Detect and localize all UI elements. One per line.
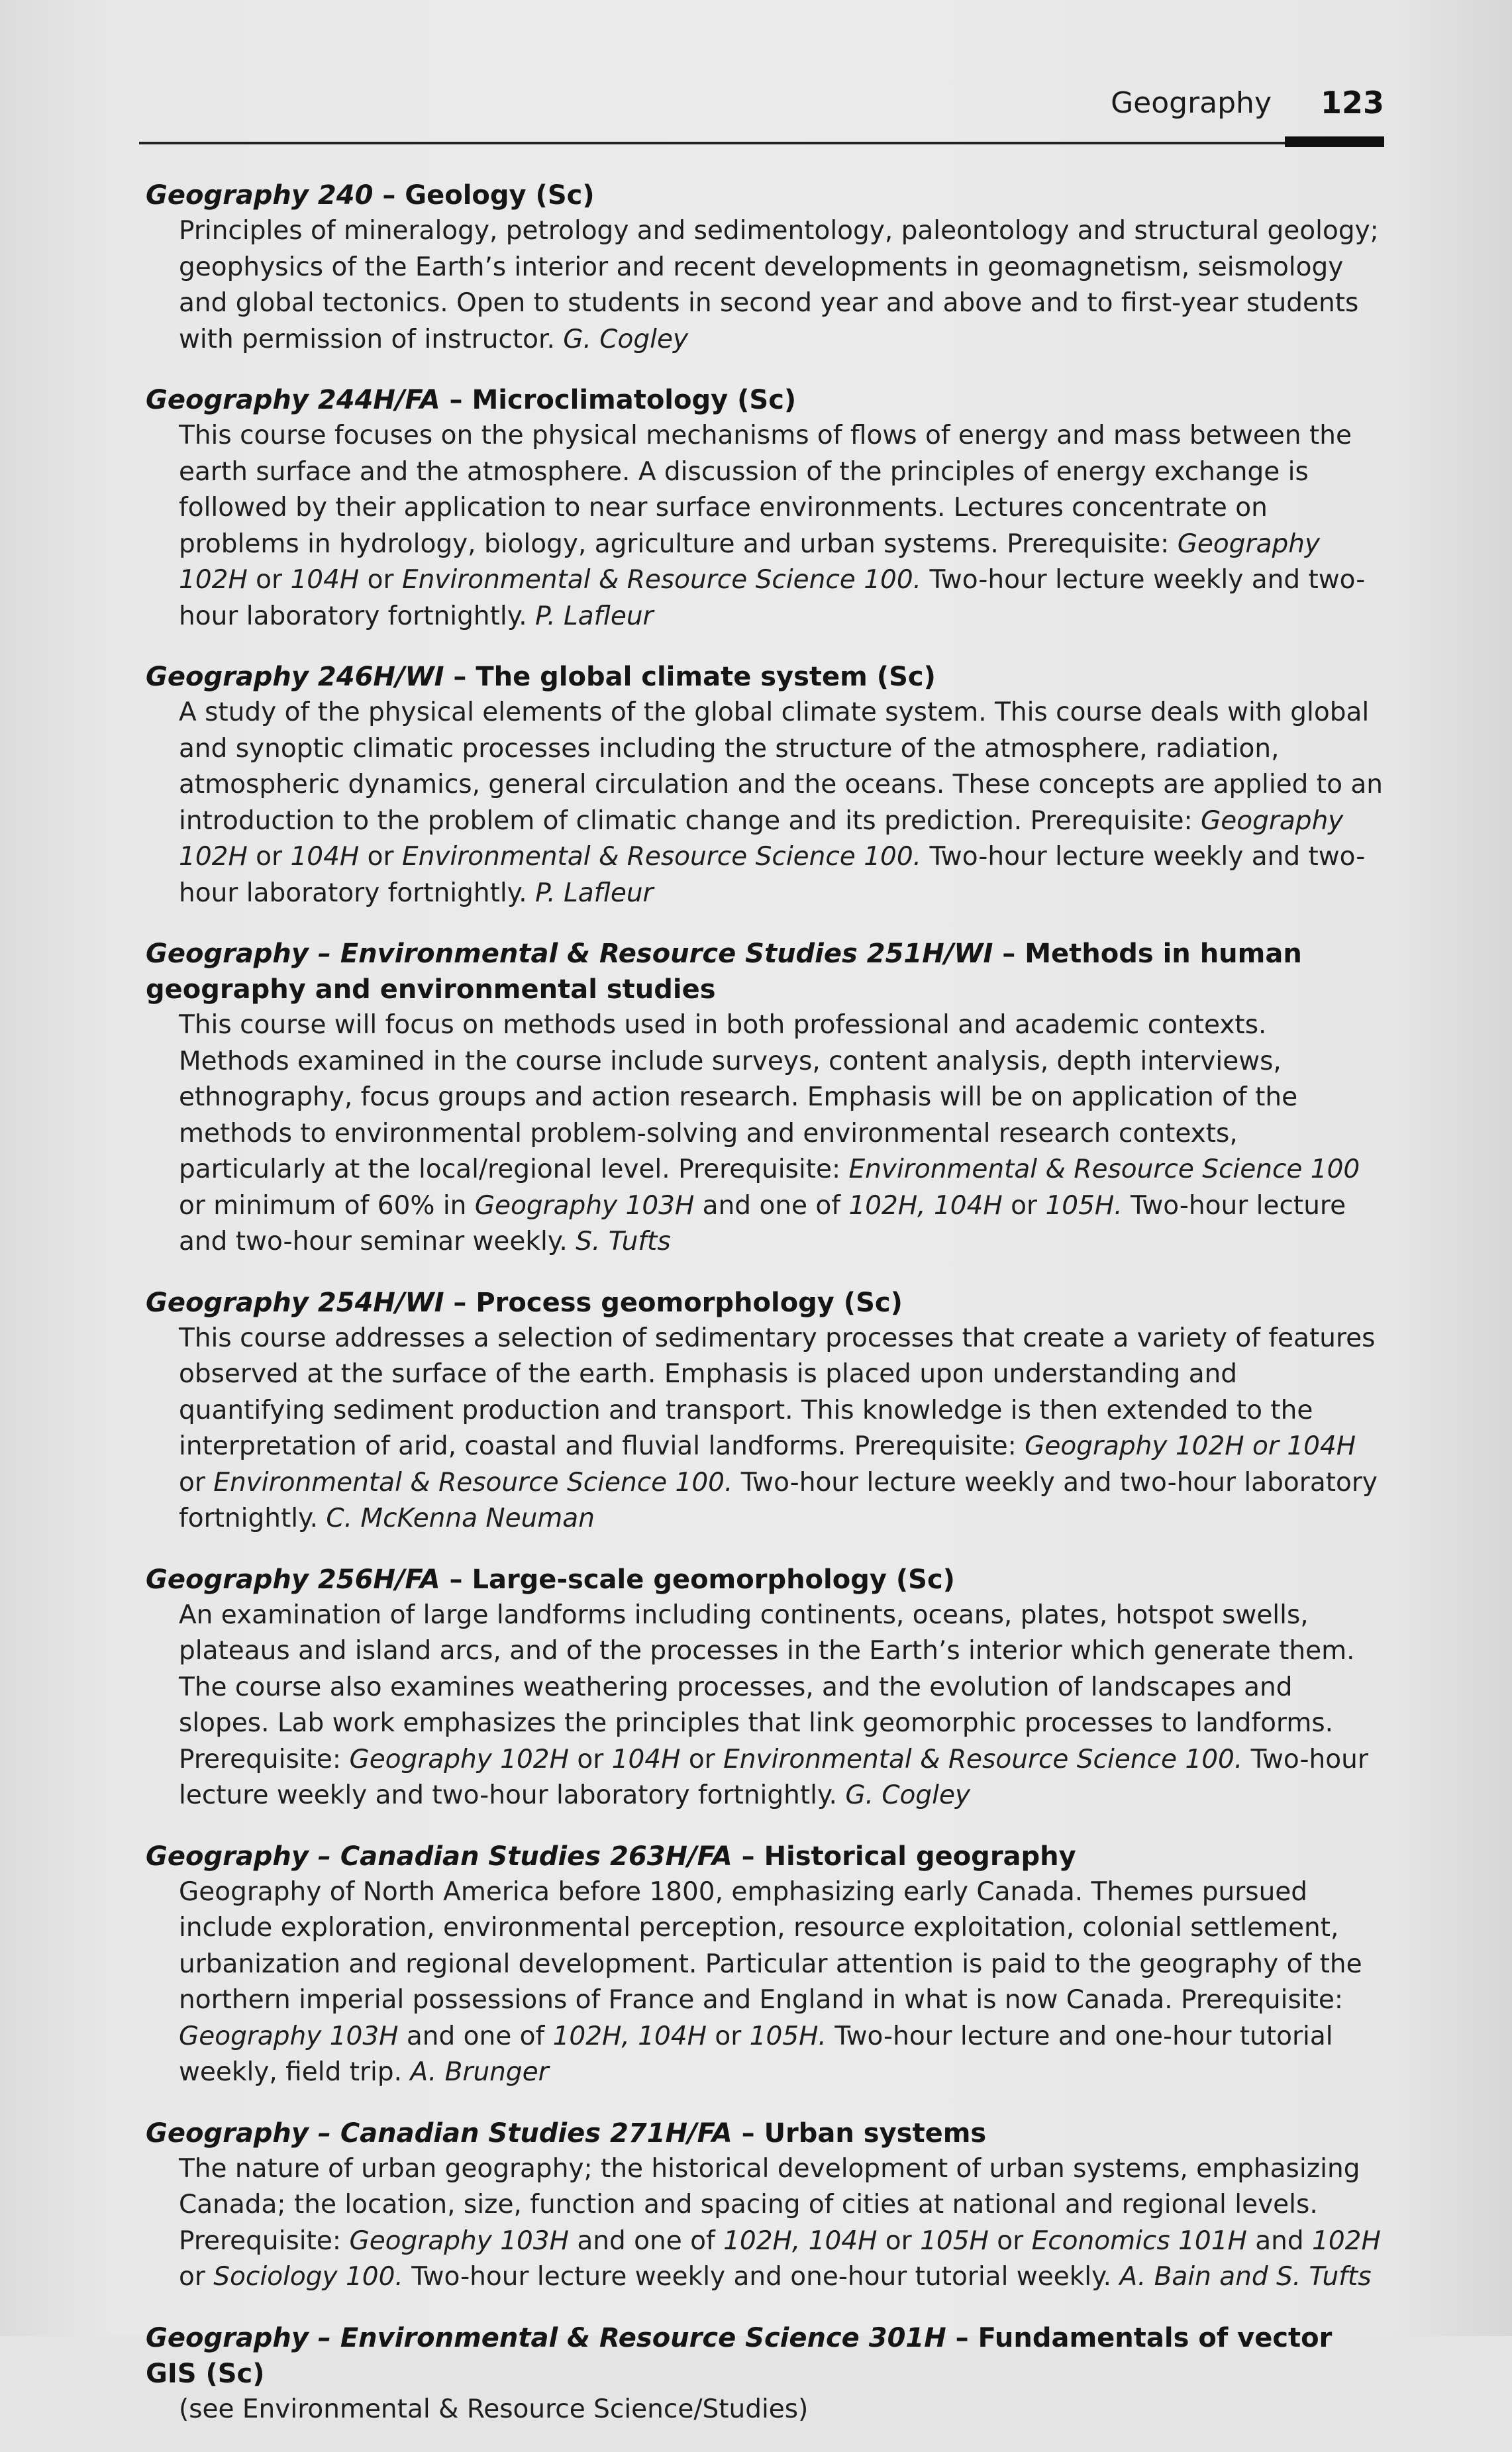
description-italic-segment: Environmental & Resource Science 100. [401,842,922,872]
description-italic-segment: 102H [1312,2225,1381,2256]
course-name: Historical geography [764,1841,1076,1872]
course-code: Geography – Environmental & Resource Studies 251H/WI [146,939,993,969]
description-segment: Two-hour lecture weekly and two-hour laboratory fortnightly. [179,565,1366,631]
description-italic-segment: Geography 102H [349,1744,569,1774]
description-segment: An examination of large landforms including continents, oceans, plates, hotspot swells, plateaus and island arcs, and of the processes in the Earth’s interior which generate them. The course also examines weathering processes, and the evolution of landscapes and slopes. Lab work emphasizes the principles that link geomorphic processes to landforms. Prerequisite: [179,1600,1355,1774]
header-rule [139,142,1384,144]
description-italic-segment: S. Tufts [576,1227,671,1256]
description-segment: and one of [694,1190,849,1221]
description-italic-segment: Economics 101H [1031,2225,1247,2256]
course-title [139,178,1384,213]
description-italic-segment: C. McKenna Neuman [326,1504,595,1533]
description-segment: Two-hour lecture and two-hour seminar weekly. [179,1190,1346,1256]
description-segment: Two-hour lecture weekly and two-hour laboratory fortnightly. [179,1744,1368,1810]
description-italic-segment: 102H, 104H [552,2021,707,2051]
course-description [139,1007,1384,1260]
description-italic-segment: Geography 102H or 104H [1025,1431,1356,1461]
description-italic-segment: G. Cogley [845,1780,971,1810]
course-entry [139,1562,1384,1814]
title-separator: – [440,1564,472,1595]
description-segment: Principles of mineralogy, petrology and sedimentology, paleontology and structural geology; geophysics of the Earth’s interior and recent developments in geomagnetism, seismology and global tectonics. Open to students in second year and above and to first-year students with permission of instructor. [179,216,1379,354]
description-italic-segment: Geography 102H [179,529,1321,595]
description-segment: This course focuses on the physical mechanisms of flows of energy and mass between the earth surface and the atmosphere. A discussion of the principles of energy exchange is followed by their application to near surface environments. Lectures concentrate on problems in hydrology, biology, agriculture and urban systems. Prerequisite: [179,421,1352,559]
title-separator: – [444,1287,476,1318]
description-italic-segment: 105H [920,2225,989,2256]
course-description [139,1321,1384,1537]
course-title [139,659,1384,695]
description-italic-segment: Environmental & Resource Science 100. [723,1744,1243,1774]
description-italic-segment: Geography 103H [474,1190,695,1221]
course-name: Urban systems [764,2118,987,2149]
course-title [139,2320,1384,2392]
description-segment: A study of the physical elements of the global climate system. This course deals with global and synoptic climatic processes including the structure of the atmosphere, radiation, atmospheric dynamics, general circulation and the oceans. These concepts are applied to an introduction to the problem of climatic change and its prediction. Prerequisite: [179,697,1383,836]
description-segment: or [680,1744,724,1774]
course-code: Geography – Environmental & Resource Science 301H [146,2322,946,2353]
course-code: Geography – Canadian Studies 271H/FA [146,2118,732,2149]
description-segment: or [359,565,402,595]
description-italic-segment: 102H, 104H [723,2225,878,2256]
title-separator: – [993,939,1025,969]
course-description [139,1598,1384,1814]
course-name: Large-scale geomorphology (Sc) [472,1564,955,1595]
course-entry [139,936,1384,1260]
description-segment: or [877,2225,921,2256]
description-segment: or [247,565,291,595]
description-italic-segment: 104H [290,842,360,872]
description-italic-segment: 104H [611,1744,681,1774]
title-separator: – [440,385,472,415]
page-header [139,79,1384,152]
course-title [139,2116,1384,2151]
course-code: Geography 254H/WI [146,1287,444,1318]
description-italic-segment: 105H. [749,2021,827,2051]
title-separator: – [444,662,476,692]
description-segment: (see Environmental & Resource Science/Studies) [179,2394,809,2424]
description-segment: or [706,2021,750,2051]
description-segment: Geography of North America before 1800, emphasizing early Canada. Themes pursued include exploration, environmental perception, resource exploitation, colonial settlement, urbanization and regional development. Particular attention is paid to the geography of the northern imperial possessions of France and England in what is now Canada. Prerequisite: [179,1876,1362,2015]
title-separator: – [373,180,405,211]
header-rule-block [1285,136,1384,147]
title-separator: – [732,1841,764,1872]
description-italic-segment: G. Cogley [563,324,689,354]
description-segment: and [1246,2225,1313,2256]
description-segment: or [359,842,402,872]
course-title [139,382,1384,418]
course-entry [139,2320,1384,2428]
course-name: Process geomorphology (Sc) [476,1287,903,1318]
description-italic-segment: Geography 102H [179,805,1344,872]
description-segment: or [179,2262,214,2292]
course-description [139,695,1384,911]
description-segment: Two-hour lecture weekly and one-hour tutorial weekly. [403,2262,1120,2292]
title-separator: – [946,2322,978,2353]
description-segment: Two-hour lecture weekly and two-hour laboratory fortnightly. [179,1467,1378,1533]
description-italic-segment: Environmental & Resource Science 100 [848,1154,1360,1184]
course-title [139,1285,1384,1321]
course-name: Fundamentals of vector GIS (Sc) [146,2322,1333,2389]
course-code: Geography 246H/WI [146,662,444,692]
description-italic-segment: 102H, 104H [848,1190,1003,1221]
course-description [139,418,1384,635]
course-description [139,213,1384,358]
description-italic-segment: P. Lafleur [535,601,654,631]
description-italic-segment: Geography 103H [349,2225,569,2256]
course-title [139,936,1384,1007]
description-italic-segment: 104H [290,565,360,595]
running-head: Geography [1111,86,1272,120]
course-name: Microclimatology (Sc) [472,385,797,415]
description-segment: Two-hour lecture weekly and two-hour laboratory fortnightly. [179,842,1366,908]
description-italic-segment: Environmental & Resource Science 100. [401,565,922,595]
page-number: 123 [1320,85,1384,121]
course-list [139,178,1384,2452]
description-segment: This course addresses a selection of sedimentary processes that create a variety of features observed at the surface of the earth. Emphasis is placed upon understanding and quantifying sediment production and transport. This knowledge is then extended to the interpretation of arid, coastal and fluvial landforms. Prerequisite: [179,1323,1376,1461]
description-segment: The nature of urban geography; the historical development of urban systems, emphasizing Canada; the location, size, function and spacing of cities at national and regional levels. Prerequisite: [179,2153,1360,2256]
description-italic-segment: Environmental & Resource Science 100. [213,1467,733,1498]
title-separator: – [732,2118,764,2149]
description-segment: or [988,2225,1032,2256]
course-entry [139,1839,1384,2091]
description-segment: and one of [398,2021,553,2051]
description-italic-segment: P. Lafleur [535,878,654,908]
course-name: Geology (Sc) [405,180,595,211]
course-code: Geography 244H/FA [146,385,440,415]
course-description [139,1874,1384,2091]
course-title [139,1562,1384,1598]
course-code: Geography 256H/FA [146,1564,440,1595]
description-segment: or minimum of 60% in [179,1190,475,1221]
description-segment: or [1002,1190,1046,1221]
course-description [139,2392,1384,2428]
course-code: Geography – Canadian Studies 263H/FA [146,1841,732,1872]
course-name: The global climate system (Sc) [476,662,936,692]
description-segment: or [247,842,291,872]
course-entry [139,178,1384,358]
description-italic-segment: Sociology 100. [213,2262,403,2292]
description-segment: and one of [568,2225,724,2256]
course-code: Geography 240 [146,180,374,211]
description-segment: This course will focus on methods used in both professional and academic contexts. Methods examined in the course include surveys, content analysis, depth interviews, ethnography, focus groups and action research. Emphasis will be on application of the methods to environmental problem-solving and environmental research contexts, particularly at the local/regional level. Prerequisite: [179,1010,1298,1184]
description-italic-segment: 105H. [1045,1190,1123,1221]
description-segment: or [568,1744,612,1774]
description-italic-segment: A. Brunger [410,2057,549,2087]
description-italic-segment: A. Bain and S. Tufts [1119,2262,1372,2292]
course-description [139,2151,1384,2296]
course-name: Methods in human geography and environmental studies [146,939,1302,1005]
course-title [139,1839,1384,1874]
course-entry [139,1285,1384,1537]
course-entry [139,2116,1384,2296]
description-segment: or [179,1467,214,1498]
course-entry [139,382,1384,635]
description-italic-segment: Geography 103H [179,2021,399,2051]
course-entry [139,659,1384,911]
description-segment: Two-hour lecture and one-hour tutorial weekly, field trip. [179,2021,1333,2087]
